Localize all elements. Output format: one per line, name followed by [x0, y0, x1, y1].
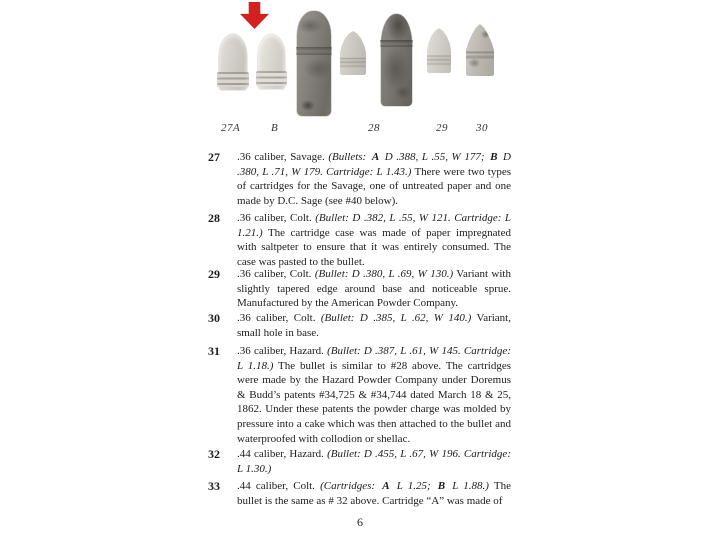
entry-29 — [208, 267, 511, 311]
entry-text: .36 caliber, Savage. (Bullets: A D .388, L .55, W 177; B D .380, L .71, W 179. Cartridge: L 1.43.) There were two types of cartridges for the Savage, one of untreated paper and one made by D.C. Sage (see #40 below). — [237, 151, 511, 207]
entry-number: 27 — [208, 150, 220, 164]
cartridge-photo-1 — [297, 11, 331, 116]
entry-33 — [208, 479, 511, 508]
bullet-photo-27a — [219, 34, 247, 90]
page-number: 6 — [357, 515, 363, 529]
figure-label-b: B — [271, 122, 279, 134]
entry-text: .44 caliber, Hazard. (Bullet: D .455, L .67, W 196. Cartridge: L 1.30.) — [237, 448, 511, 475]
bullet-photo-29 — [427, 28, 451, 73]
entry-text: .36 caliber, Colt. (Bullet: D .382, L .55, W 121. Cartridge: L 1.21.) The cartridge case was made of paper impregnated with saltpeter to ensure that it was entirely consumed. The case was pasted to the bullet. — [237, 212, 512, 268]
bullet-photo-30 — [466, 24, 494, 76]
arrow-down-icon — [240, 2, 269, 29]
entry-text: .36 caliber, Colt. (Bullet: D .380, L .69, W 130.) Variant with slightly tapered edge around base and noticeable sprue. Manufactured by the American Powder Company. — [237, 268, 511, 310]
bullet-photo-small — [340, 31, 366, 75]
cartridge-photo-28 — [381, 14, 412, 106]
bullet-photo-27b — [258, 34, 285, 89]
entry-27 — [208, 150, 511, 208]
entry-text: .36 caliber, Hazard. (Bullet: D .387, L .61, W 145. Cartridge: L 1.18.) The bullet is similar to #28 above. The cartridges were made by the Hazard Powder Company under Doremus & Budd’s patents #34,725 & #34,744 dated March 18 & 25, 1862. Under these patents the powder charge was molded by pressure into a cake which was then attached to the bullet and waterproofed with collodion or shellac. — [237, 345, 511, 445]
figure-label-27a: 27A — [221, 122, 241, 134]
entry-text: .44 caliber, Colt. (Cartridges: A L 1.25; B L 1.88.) The bullet is the same as # 32 above. Cartridge “A” was made of — [237, 480, 511, 507]
entry-text: .36 caliber, Colt. (Bullet: D .385, L .62, W 140.) Variant, small hole in base. — [237, 312, 511, 339]
entry-number: 33 — [208, 479, 220, 493]
entry-31 — [208, 344, 511, 446]
entry-number: 32 — [208, 447, 220, 461]
entry-28 — [208, 211, 511, 269]
entry-30 — [208, 311, 511, 340]
entry-number: 31 — [208, 344, 220, 358]
entry-number: 28 — [208, 211, 220, 225]
entry-number: 30 — [208, 311, 220, 325]
entry-32 — [208, 447, 511, 476]
figure-label-29: 29 — [436, 122, 448, 134]
figure-label-30: 30 — [476, 122, 488, 134]
figure-label-28: 28 — [368, 122, 380, 134]
entry-number: 29 — [208, 267, 220, 281]
